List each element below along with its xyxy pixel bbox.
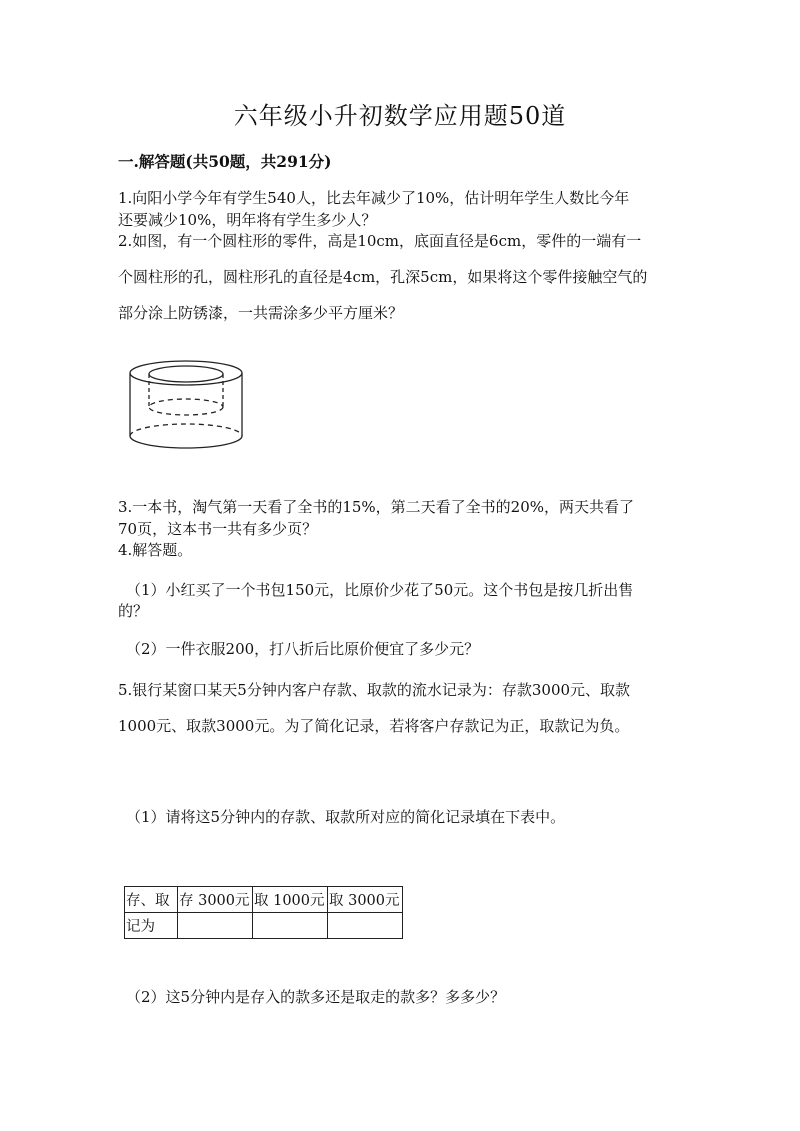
q5-line1: 5.银行某窗口某天5分钟内客户存款、取款的流水记录为：存款3000元、取款: [118, 681, 631, 699]
answer-cell[interactable]: [178, 913, 253, 939]
q4-sub1-line1: （1）小红买了一个书包150元，比原价少花了50元。这个书包是按几折出售: [126, 581, 634, 599]
q2-line3: 部分涂上防锈漆，一共需涂多少平方厘米？: [118, 304, 404, 322]
answer-cell[interactable]: [328, 913, 403, 939]
table-cell: 存 3000元: [178, 887, 253, 913]
q4-sub1-line2: 的？: [118, 602, 149, 620]
q3-line2: 70页，这本书一共有多少页？: [118, 520, 318, 538]
answer-cell[interactable]: [253, 913, 328, 939]
q1-line1: 1.向阳小学今年有学生540人，比去年减少了10%，估计明年学生人数比今年: [118, 189, 630, 207]
table-cell: 取 3000元: [328, 887, 403, 913]
table-row: [125, 913, 403, 939]
q2-line1: 2.如图，有一个圆柱形的零件，高是10cm，底面直径是6cm，零件的一端有一: [118, 232, 642, 250]
table-cell: 取 1000元: [253, 887, 328, 913]
q1-line2: 还要减少10%，明年将有学生多少人？: [118, 211, 377, 229]
q5-sub1: （1）请将这5分钟内的存款、取款所对应的简化记录填在下表中。: [126, 808, 566, 826]
cylinder-with-hole-figure: [128, 358, 258, 454]
q4-sub2: （2）一件衣服200，打八折后比原价便宜了多少元？: [126, 640, 480, 658]
table-row: [125, 887, 403, 913]
section-heading: 一.解答题(共50题，共291分): [118, 152, 332, 171]
q4-line1: 4.解答题。: [118, 541, 193, 559]
q5-sub2: （2）这5分钟内是存入的款多还是取走的款多？多多少？: [126, 988, 506, 1006]
table-cell: 记为: [125, 913, 178, 939]
record-table: [124, 886, 403, 939]
q5-line2: 1000元、取款3000元。为了简化记录，若将客户存款记为正，取款记为负。: [118, 717, 630, 735]
q3-line1: 3.一本书，淘气第一天看了全书的15%，第二天看了全书的20%，两天共看了: [118, 498, 634, 516]
page-title: 六年级小升初数学应用题50道: [233, 102, 567, 130]
table-cell: 存、取: [125, 887, 178, 913]
q2-line2: 个圆柱形的孔，圆柱形孔的直径是4cm，孔深5cm，如果将这个零件接触空气的: [118, 268, 648, 286]
